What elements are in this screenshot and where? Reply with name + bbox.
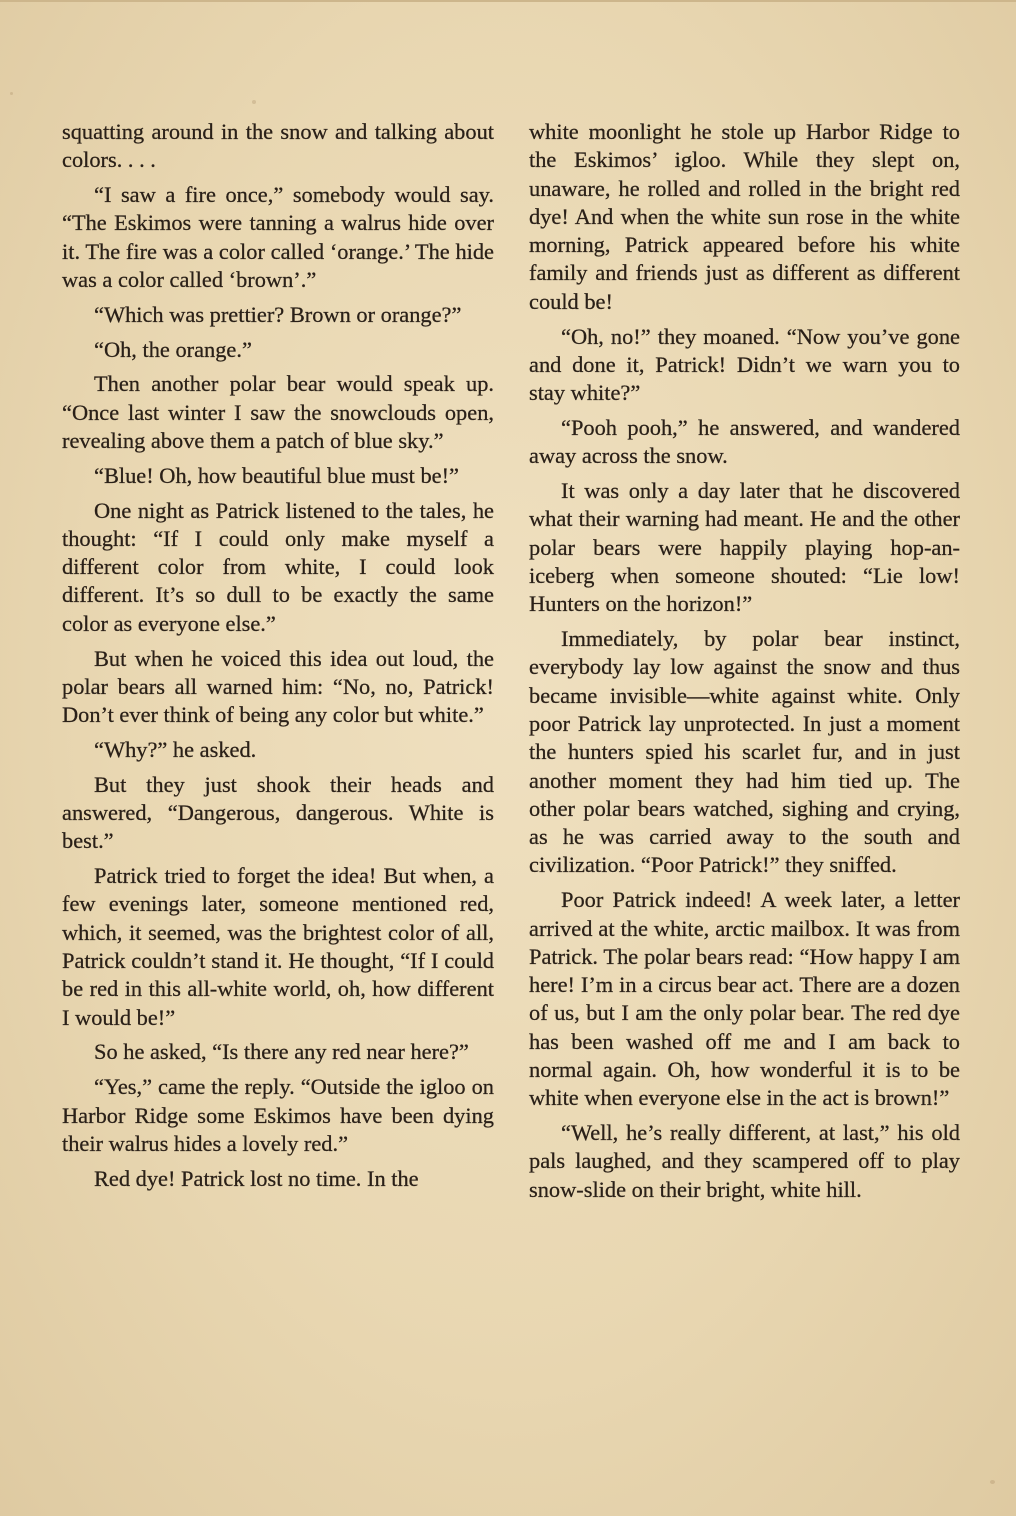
story-paragraph: “Why?” he asked. (94, 736, 257, 762)
story-paragraph: But when he voiced this idea out loud, the polar bears all warned him: “No, no, Patrick! Don’t ever think of being any color but white.” (62, 645, 494, 728)
story-paragraph: Then another polar bear would speak up. “Once last winter I saw the snowclouds open, revealing above them a patch of blue sky.” (62, 371, 494, 453)
story-paragraph: “Blue! Oh, how beautiful blue must be!” (94, 462, 459, 488)
story-paragraph: “Well, he’s really different, at last,” his old pals laughed, and they scampered off to play snow-slide on their bright, white hill. (529, 1120, 960, 1202)
story-paragraph: “Pooh pooh,” he answered, and wandered away across the snow. (529, 414, 960, 469)
story-right-column (529, 118, 960, 1210)
paper-speck (252, 100, 256, 104)
story-paragraph: “I saw a fire once,” somebody would say. “The Eskimos were tanning a walrus hide over it. The fire was a color called ‘orange.’ The hide was a color called ‘brown’.” (62, 182, 494, 292)
story-paragraph: So he asked, “Is there any red near here?” (94, 1039, 469, 1065)
story-paragraph: white moonlight he stole up Harbor Ridge to the Eskimos’ igloo. While they slept on, unaware, he rolled and rolled in the bright red dye! And when the white sun rose in the white morning, Patrick appeared before his white family and friends just as different as different could be! (529, 119, 960, 314)
story-left-column (62, 118, 494, 1199)
story-paragraph: But they just shook their heads and answered, “Dangerous, dangerous. White is best.” (62, 771, 494, 854)
story-paragraph: “Oh, no!” they moaned. “Now you’ve gone and done it, Patrick! Didn’t we warn you to stay white?” (529, 323, 960, 406)
story-paragraph: One night as Patrick listened to the tales, he thought: “If I could only make myself a different color from white, I could look different. It’s so dull to be exactly the same color as everyone else.” (62, 497, 494, 636)
story-paragraph: “Oh, the orange.” (94, 336, 252, 362)
story-paragraph: Red dye! Patrick lost no time. In the (94, 1165, 419, 1191)
paper-speck (10, 92, 13, 95)
story-paragraph: Poor Patrick indeed! A week later, a letter arrived at the white, arctic mailbox. It was from Patrick. The polar bears read: “How happy I am here! I’m in a circus bear act. There are a dozen of us, but I am the only polar bear. The red dye has been washed off me and I am back to normal again. Oh, how wonderful it is to be white when everyone else in the act is brown!” (529, 887, 960, 1111)
story-paragraph: squatting around in the snow and talking about colors. . . . (62, 119, 494, 173)
story-paragraph: Immediately, by polar bear instinct, everybody lay low against the snow and thus became invisible—white against white. Only poor Patrick lay unprotected. In just a moment the hunters spied his scarlet fur, and in just another moment they had him tied up. The other polar bears watched, sighing and crying, as he was carried away to the south and civilization. “Poor Patrick!” they sniffed. (529, 626, 960, 878)
story-paragraph: Patrick tried to forget the idea! But when, a few evenings later, someone mentioned red, which, it seemed, was the brightest color of all, Patrick couldn’t stand it. He thought, “If I could be red in this all-white world, oh, how different I would be!” (62, 863, 494, 1030)
paper-speck (990, 1480, 995, 1484)
story-paragraph: “Yes,” came the reply. “Outside the igloo on Harbor Ridge some Eskimos have been dying their walrus hides a lovely red.” (62, 1074, 494, 1156)
story-paragraph: “Which was prettier? Brown or orange?” (94, 301, 462, 327)
story-paragraph: It was only a day later that he discovered what their warning had meant. He and the other polar bears were happily playing hop-an-iceberg when someone shouted: “Lie low! Hunters on the horizon!” (529, 478, 960, 617)
